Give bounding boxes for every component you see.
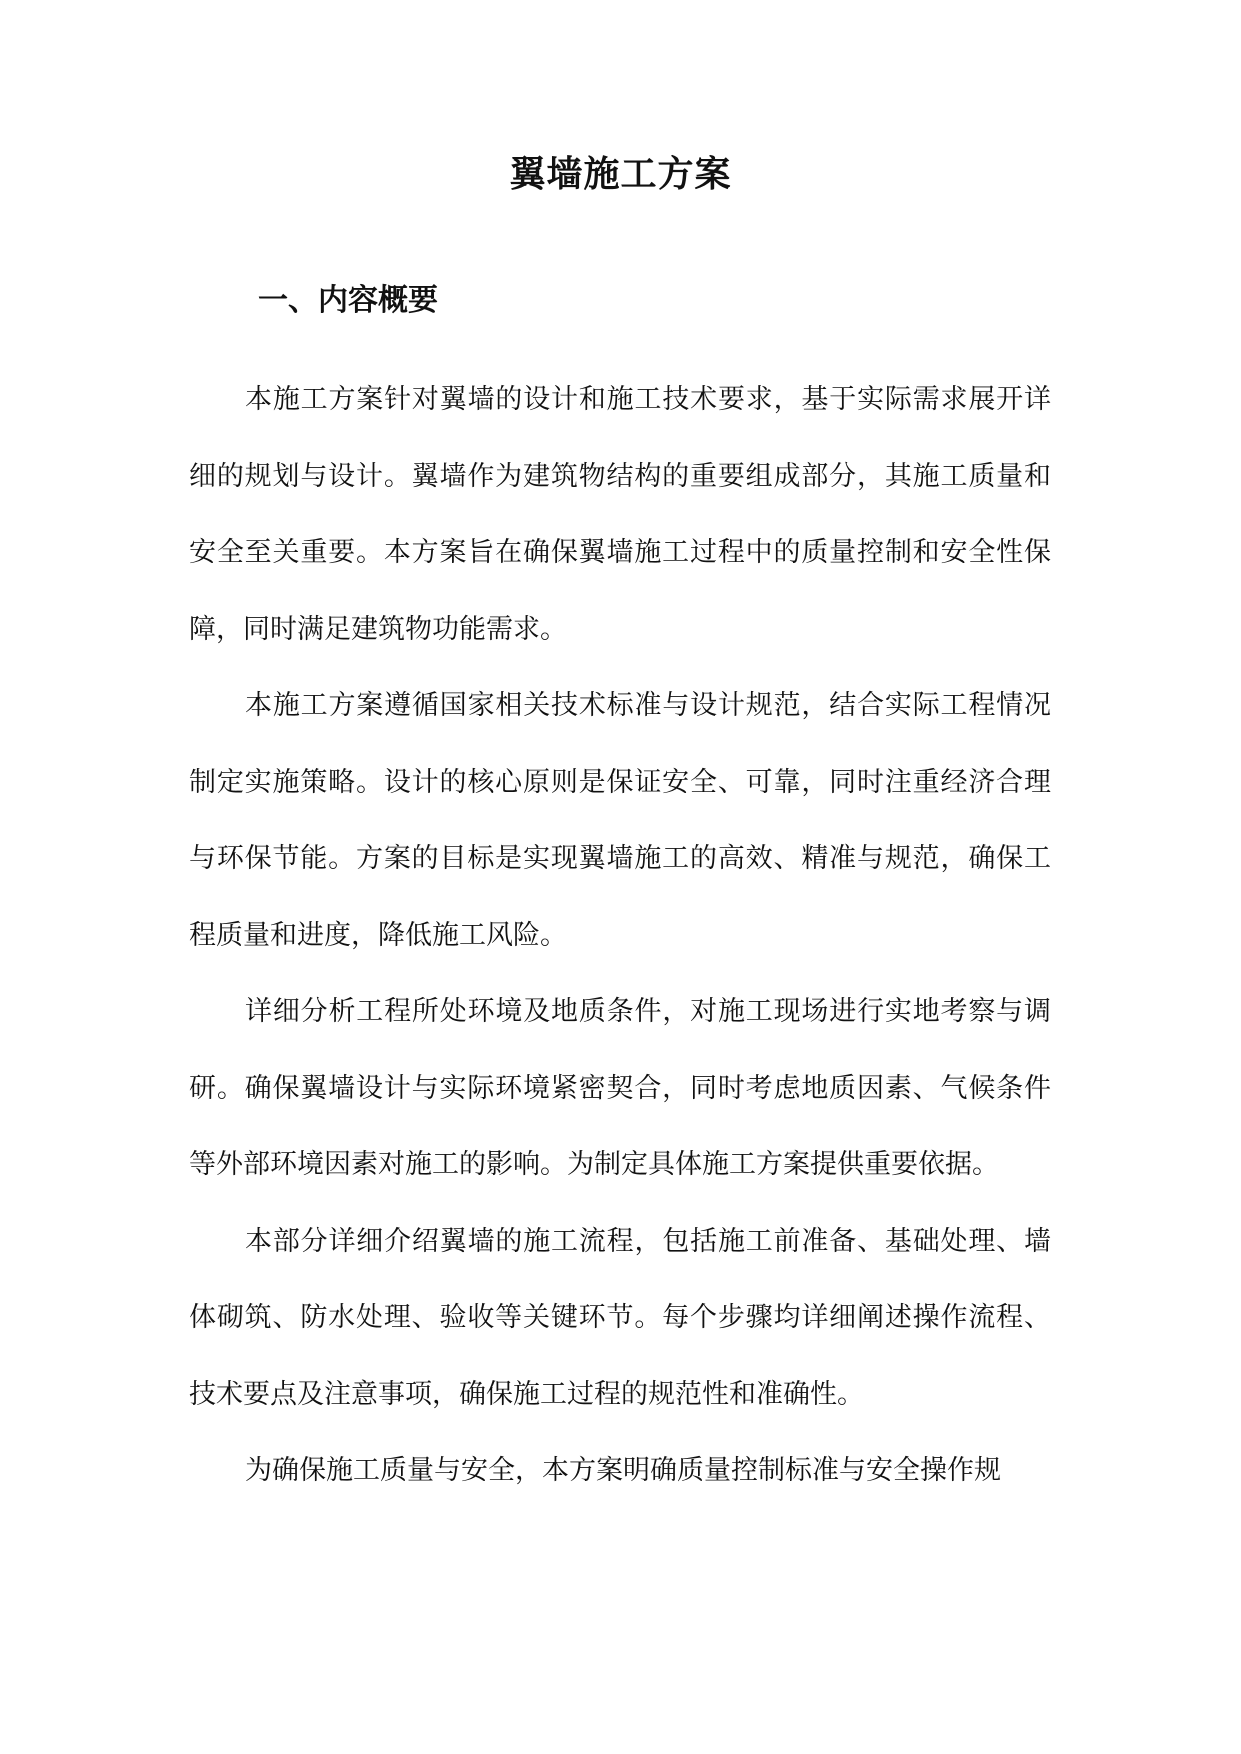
paragraph-4: 本部分详细介绍翼墙的施工流程，包括施工前准备、基础处理、墙体砌筑、防水处理、验收等关键环节。每个步骤均详细阐述操作流程、技术要点及注意事项，确保施工过程的规范性和准确性。 <box>189 1225 1051 1410</box>
paragraph-1: 本施工方案针对翼墙的设计和施工技术要求，基于实际需求展开详细的规划与设计。翼墙作为建筑物结构的重要组成部分，其施工质量和安全至关重要。本方案旨在确保翼墙施工过程中的质量控制和安全性保障，同时满足建筑物功能需求。 <box>189 384 1051 645</box>
paragraph-2: 本施工方案遵循国家相关技术标准与设计规范，结合实际工程情况制定实施策略。设计的核心原则是保证安全、可靠，同时注重经济合理与环保节能。方案的目标是实现翼墙施工的高效、精准与规范，确保工程质量和进度，降低施工风险。 <box>189 690 1051 951</box>
document-body <box>189 362 1051 1510</box>
paragraph-5: 为确保施工质量与安全，本方案明确质量控制标准与安全操作规 <box>245 1455 1001 1486</box>
paragraph-3: 详细分析工程所处环境及地质条件，对施工现场进行实地考察与调研。确保翼墙设计与实际环境紧密契合，同时考虑地质因素、气候条件等外部环境因素对施工的影响。为制定具体施工方案提供重要依据。 <box>189 996 1051 1180</box>
document-title: 翼墙施工方案 <box>509 153 732 195</box>
section-heading: 一、内容概要 <box>258 283 438 318</box>
